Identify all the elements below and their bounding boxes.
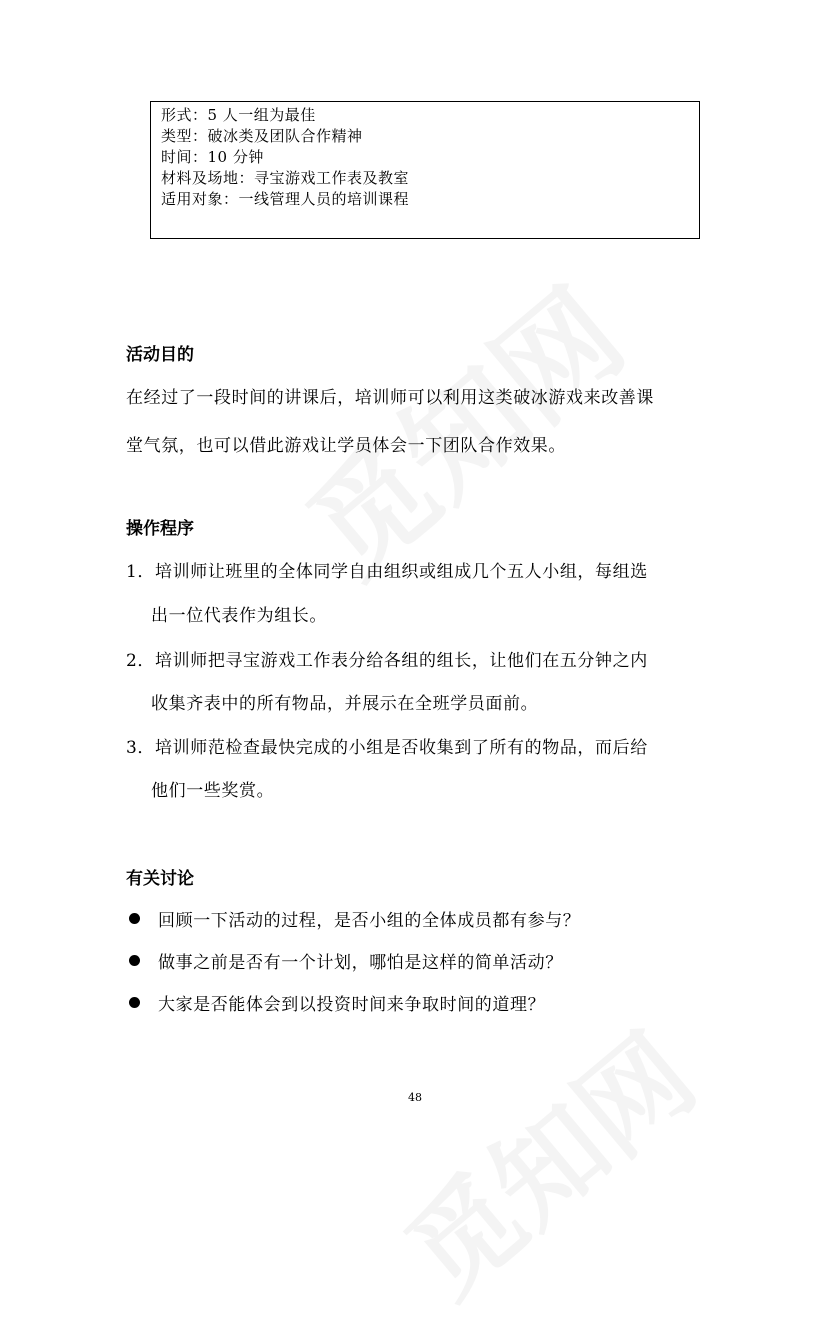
step-3-cont: 他们一些奖赏。 <box>151 781 275 801</box>
discussion-item <box>126 990 545 1015</box>
section-title-discussion: 有关讨论 <box>126 869 194 889</box>
step-3: 3．培训师范检查最快完成的小组是否收集到了所有的物品，而后给 <box>126 738 648 758</box>
info-box <box>150 101 700 239</box>
discussion-item-text: 回顾一下活动的过程，是否小组的全体成员都有参与？ <box>158 911 581 931</box>
step-2: 2．培训师把寻宝游戏工作表分给各组的组长，让他们在五分钟之内 <box>126 651 648 671</box>
info-time: 时间：10 分钟 <box>161 148 264 166</box>
watermark <box>267 244 653 607</box>
bullet-icon <box>129 955 140 966</box>
discussion-item-text: 做事之前是否有一个计划，哪怕是这样的简单活动？ <box>158 953 563 973</box>
bullet-icon <box>129 997 140 1008</box>
step-1-cont: 出一位代表作为组长。 <box>151 606 327 626</box>
bullet-icon <box>129 913 140 924</box>
watermark <box>368 992 722 1325</box>
discussion-item-text: 大家是否能体会到以投资时间来争取时间的道理？ <box>158 995 546 1015</box>
page-number: 48 <box>408 1091 422 1104</box>
info-materials: 材料及场地：寻宝游戏工作表及教室 <box>161 169 410 187</box>
section-title-purpose: 活动目的 <box>126 345 194 365</box>
discussion-item <box>126 906 580 931</box>
section-title-procedure: 操作程序 <box>126 519 194 539</box>
info-audience: 适用对象：一线管理人员的培训课程 <box>161 190 410 208</box>
purpose-line: 堂气氛，也可以借此游戏让学员体会一下团队合作效果。 <box>126 436 566 456</box>
step-1: 1．培训师让班里的全体同学自由组织或组成几个五人小组，每组选 <box>126 562 648 582</box>
purpose-line: 在经过了一段时间的讲课后，培训师可以利用这类破冰游戏来改善课 <box>126 388 654 408</box>
info-format: 形式：5 人一组为最佳 <box>161 106 316 124</box>
step-2-cont: 收集齐表中的所有物品，并展示在全班学员面前。 <box>151 694 539 714</box>
info-type: 类型：破冰类及团队合作精神 <box>161 127 363 145</box>
discussion-item <box>126 948 563 973</box>
